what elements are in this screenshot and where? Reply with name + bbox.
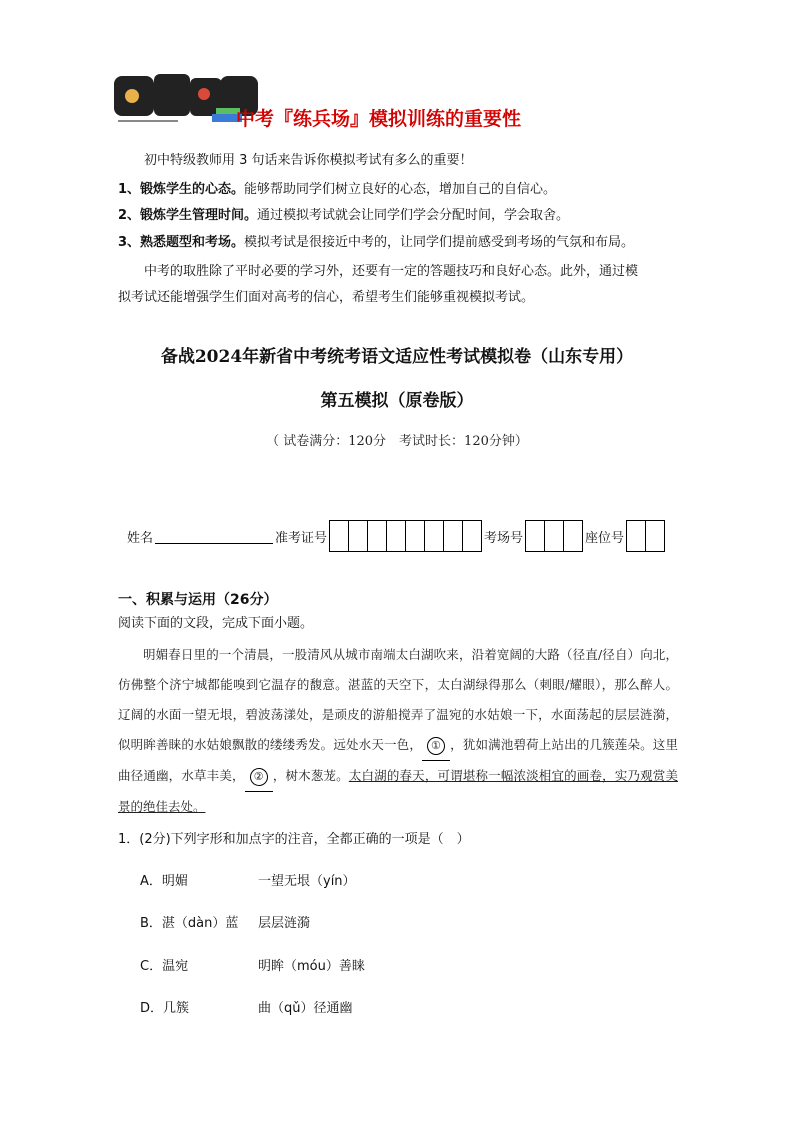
intro-point-text: 能够帮助同学们树立良好的心态，增加自己的自信心。 bbox=[244, 182, 557, 197]
underlined-sentence: 太白湖的春天，可谓堪称一幅浓淡相宜的画卷，实乃观赏美景的绝佳去处。 bbox=[118, 768, 678, 814]
intro-point-title: 2、锻炼学生管理时间。 bbox=[118, 208, 258, 223]
passage-text: 明媚春日里的一个清晨，一股清风从城市南端太白湖吹来，沿着宽阔的大路（径直/径自）向北，仿佛整个济宁城都能嗅到它温存的馥意。湛蓝的天空下，太白湖绿得那么（刺眼/耀眼），那么醉人。辽阔的水面一望无垠，碧波荡漾处，是顽皮的游船搅弄了温宛的水姑娘一下，水面荡起的层层涟漪，似明眸善睐的水姑娘飘散的缕缕秀发。远处水天一色， bbox=[118, 647, 678, 752]
intro-point-text: 模拟考试是很接近中考的，让同学们提前感受到考场的气氛和布局。 bbox=[244, 235, 635, 250]
exam-subtitle: 第五模拟（原卷版） bbox=[320, 391, 474, 411]
exam-meta: （ 试卷满分：120分 考试时长：120分钟） bbox=[266, 434, 528, 449]
option-text: 明眸（móu）善睐 bbox=[258, 959, 365, 974]
option-text: 曲（qǔ）径通幽 bbox=[258, 1001, 353, 1016]
option-text: 层层涟漪 bbox=[258, 916, 311, 931]
option-label: B．湛（dàn）蓝 bbox=[140, 916, 239, 931]
candidate-info-row bbox=[127, 520, 667, 552]
blank-2 bbox=[245, 761, 273, 792]
option-label: D．几簇 bbox=[140, 1001, 190, 1016]
intro-point-title: 1、锻炼学生的心态。 bbox=[118, 182, 245, 197]
name-field[interactable] bbox=[155, 529, 273, 544]
option-a[interactable] bbox=[140, 870, 356, 889]
blank-1-number: ① bbox=[427, 737, 445, 755]
intro-point-text: 通过模拟考试就会让同学们学会分配时间，学会取舍。 bbox=[257, 208, 570, 223]
section-instruction: 阅读下面的文段，完成下面小题。 bbox=[118, 616, 314, 631]
intro-point-1 bbox=[118, 180, 678, 199]
passage-text: ，树木葱茏。 bbox=[272, 768, 349, 783]
room-number-boxes[interactable] bbox=[525, 520, 583, 552]
blank-2-number: ② bbox=[250, 768, 268, 786]
ticket-number-boxes[interactable] bbox=[329, 520, 482, 552]
intro-point-2 bbox=[118, 206, 678, 225]
option-label: A．明媚 bbox=[140, 874, 188, 889]
intro-point-3 bbox=[118, 233, 678, 252]
seat-number-boxes[interactable] bbox=[626, 520, 665, 552]
seat-label: 座位号 bbox=[585, 530, 625, 546]
option-c[interactable] bbox=[140, 955, 365, 974]
intro-closing-2: 拟考试还能增强学生们面对高考的信心，希望考生们能够重视模拟考试。 bbox=[118, 290, 535, 305]
option-label: C．温宛 bbox=[140, 959, 189, 974]
intro-lead: 初中特级教师用 3 句话来告诉你模拟考试有多么的重要！ bbox=[144, 153, 473, 168]
name-label: 姓名 bbox=[127, 530, 154, 546]
option-text: 一望无垠（yín） bbox=[258, 874, 356, 889]
intro-closing-1: 中考的取胜除了平时必要的学习外，还要有一定的答题技巧和良好心态。此外，通过模 bbox=[144, 264, 639, 279]
option-b[interactable] bbox=[140, 912, 310, 931]
question-1-stem: 1．(2分)下列字形和加点字的注音，全都正确的一项是（ ） bbox=[118, 832, 470, 847]
section-heading: 一、积累与运用（26分） bbox=[118, 592, 278, 608]
reading-passage bbox=[118, 640, 678, 822]
option-d[interactable] bbox=[140, 997, 353, 1016]
intro-point-title: 3、熟悉题型和考场。 bbox=[118, 235, 245, 250]
room-label: 考场号 bbox=[484, 530, 524, 546]
ticket-label: 准考证号 bbox=[275, 530, 328, 546]
blank-1 bbox=[422, 730, 450, 761]
passage-text: ，犹如满池碧荷上站出的几簇莲朵。这里曲径通幽，水草丰美， bbox=[118, 737, 678, 783]
exam-title: 备战2024年新省中考统考语文适应性考试模拟卷（山东专用） bbox=[160, 347, 634, 367]
banner-title: 中考『练兵场』模拟训练的重要性 bbox=[236, 108, 522, 130]
